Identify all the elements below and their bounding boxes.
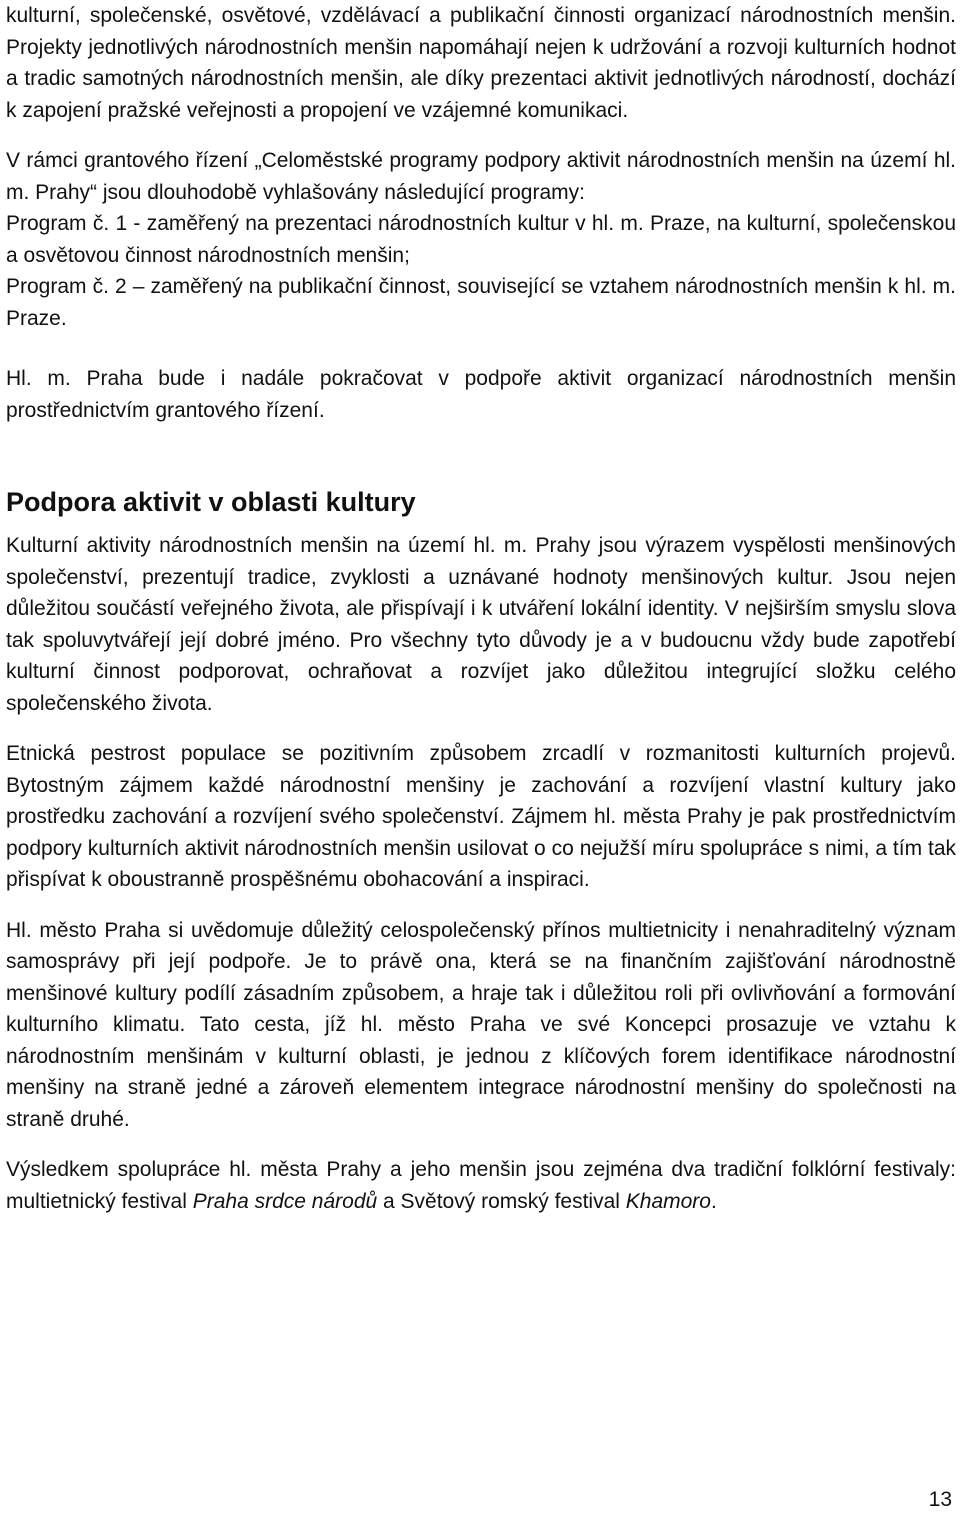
section-paragraph-4	[6, 1154, 956, 1217]
section-paragraph-2: Etnická pestrost populace se pozitivním způsobem zrcadlí v rozmanitosti kulturních projevů. Bytostným zájmem každé národnostní menšiny je zachování a rozvíjení vlastní kultury jako prostředku zachování a rozvíjení svého společenství. Zájmem hl. města Prahy je pak prostřednictvím podpory kulturních aktivit národnostních menšin usilovat o co nejužší míru spolupráce s nimi, a tím tak přispívat k oboustranně prospěšnému obohacování a inspiraci.	[6, 742, 956, 891]
festival-text-mid: a Světový romský festival	[377, 1189, 626, 1213]
intro-paragraph-3: Hl. m. Praha bude i nadále pokračovat v podpoře aktivit organizací národnostních menšin prostřednictvím grantového řízení.	[6, 367, 956, 422]
document-page	[6, 0, 956, 1217]
section-paragraph-3: Hl. město Praha si uvědomuje důležitý celospolečenský přínos multietnicity i nenahraditelný význam samosprávy při její podpoře. Je to právě ona, která se na finančním zajišťování národnostně menšinové kultury podílí zásadním způsobem, a hraje tak i důležitou roli při ovlivňování a formování kulturního klimatu. Tato cesta, jíž hl. město Praha ve své Koncepci prosazuje ve vztahu k národnostním menšinám v kulturní oblasti, je jednou z klíčových forem identifikace národnostní menšiny na straně jedné a zároveň elementem integrace národnostní menšiny do společnosti na straně druhé.	[6, 918, 956, 1131]
page-number: 13	[928, 1488, 952, 1511]
festival-text-end: .	[710, 1189, 717, 1213]
section-paragraph-1: Kulturní aktivity národnostních menšin na území hl. m. Prahy jsou výrazem vyspělosti menšinových společenství, prezentují tradice, zvyklosti a uznávané hodnoty menšinových kultur. Jsou nejen důležitou součástí veřejného života, ale přispívají i k utváření lokální identity. V nejširším smyslu slova tak spoluvytvářejí její dobré jméno. Pro všechny tyto důvody je a v budoucnu vždy bude zapotřebí kulturní činnost podporovat, ochraňovat a rozvíjet jako důležitou integrující složku celého společenského života.	[6, 534, 956, 715]
festival-name-khamoro: Khamoro	[625, 1189, 711, 1213]
section-heading: Podpora aktivit v oblasti kultury	[6, 487, 416, 517]
grant-programs-intro: V rámci grantového řízení „Celoměstské programy podpory aktivit národnostních menšin na území hl. m. Prahy“ jsou dlouhodobě vyhlašovány následující programy:	[6, 149, 956, 204]
program-1-item: Program č. 1 - zaměřený na prezentaci národnostních kultur v hl. m. Praze, na kulturní, společenskou a osvětovou činnost národnostních menšin;	[6, 212, 956, 267]
festival-text-start: Výsledkem spolupráce hl. města Prahy a jeho menšin jsou zejména dva tradiční folklórní festivaly: multietnický festival	[6, 1158, 956, 1213]
festival-name-praha: Praha srdce národů	[192, 1189, 378, 1213]
intro-paragraph-1: kulturní, společenské, osvětové, vzdělávací a publikační činnosti organizací národnostních menšin. Projekty jednotlivých národnostních menšin napomáhají nejen k udržování a rozvoji kulturních hodnot a tradic samotných národnostních menšin, ale díky prezentaci aktivit jednotlivých národností, dochází k zapojení pražské veřejnosti a propojení ve vzájemné komunikaci.	[6, 4, 956, 122]
program-2-item: Program č. 2 – zaměřený na publikační činnost, související se vztahem národnostních menšin k hl. m. Praze.	[6, 275, 956, 330]
